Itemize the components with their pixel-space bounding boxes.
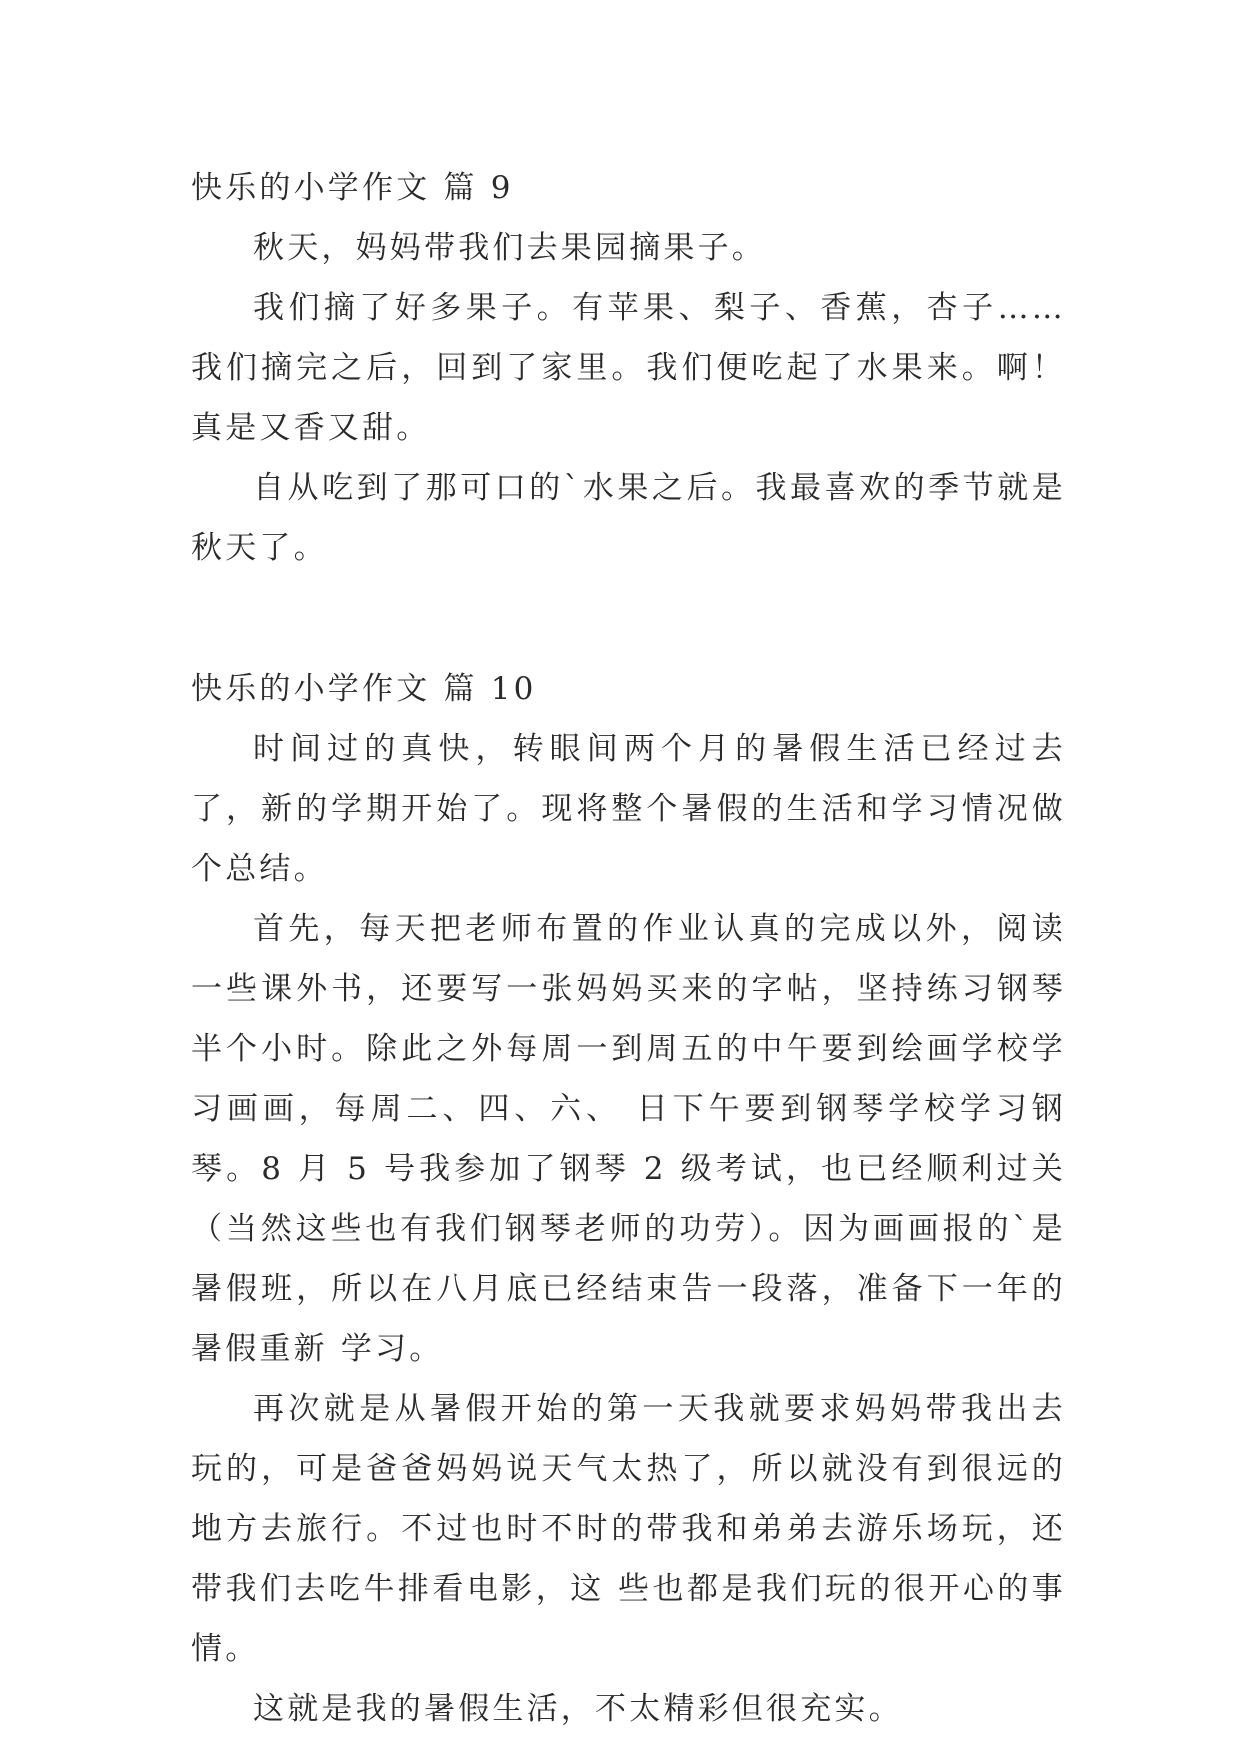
essay-10-paragraph-2: 首先，每天把老师布置的作业认真的完成以外，阅读一些课外书，还要写一张妈妈买来的字帖，坚持练习钢琴半个小时。除此之外每周一到周五的中午要到绘画学校学习画画，每周二、四、六、 日下午要到钢琴学校学习钢琴。8 月 5 号我参加了钢琴 2 级考试，也已经顺利过关（当然这些也有我们钢琴老师的功劳）。因为画画报的`是暑假班，所以在八月底已经结束告一段落，准备下一年的暑假重新 学习。 xyxy=(191,911,1066,1367)
section-spacer xyxy=(191,578,1066,659)
essay-9-paragraph-1: 秋天，妈妈带我们去果园摘果子。 xyxy=(253,230,766,266)
essay-10 xyxy=(191,659,1066,1739)
essay-10-title: 快乐的小学作文 篇 10 xyxy=(191,671,537,707)
essay-10-paragraph-3: 再次就是从暑假开始的第一天我就要求妈妈带我出去玩的，可是爸爸妈妈说天气太热了，所以就没有到很远的地方去旅行。不过也时不时的带我和弟弟去游乐场玩，还带我们去吃牛排看电影，这 些也都是我们玩的很开心的事情。 xyxy=(191,1391,1066,1667)
essay-10-paragraph-1: 时间过的真快，转眼间两个月的暑假生活已经过去了，新的学期开始了。现将整个暑假的生活和学习情况做个总结。 xyxy=(191,731,1066,887)
essay-9-paragraph-3: 自从吃到了那可口的`水果之后。我最喜欢的季节就是秋天了。 xyxy=(191,470,1066,566)
essay-10-paragraph-4: 这就是我的暑假生活，不太精彩但很充实。 xyxy=(253,1691,903,1727)
essay-9-paragraph-2: 我们摘了好多果子。有苹果、梨子、香蕉，杏子……我们摘完之后，回到了家里。我们便吃起了水果来。啊！真是又香又甜。 xyxy=(191,290,1066,446)
essay-9-title: 快乐的小学作文 篇 9 xyxy=(191,170,514,206)
document-body xyxy=(191,158,1066,1739)
essay-9 xyxy=(191,158,1066,578)
